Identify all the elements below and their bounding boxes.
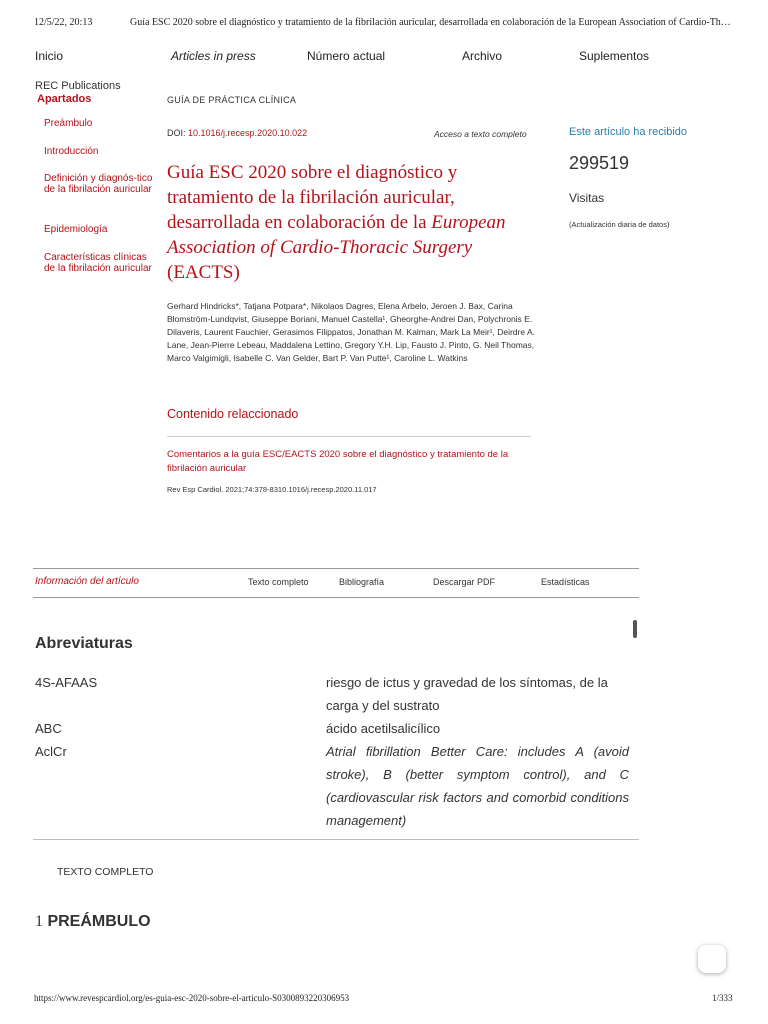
sidebar-heading: Apartados — [37, 93, 92, 105]
tab-informacion[interactable]: Información del artículo — [35, 576, 139, 587]
abbr-term: 4S-AFAAS — [35, 675, 98, 690]
print-date: 12/5/22, 20:13 — [34, 17, 93, 28]
sidebar-item-epidemiologia[interactable]: Epidemiología — [44, 224, 108, 235]
visits-label: Visitas — [569, 191, 605, 205]
section-title: PREÁMBULO — [47, 913, 151, 930]
tab-bibliografia[interactable]: Bibliografía — [339, 577, 385, 587]
section-number: 1 — [35, 913, 43, 930]
nav-inicio[interactable]: Inicio — [35, 49, 64, 63]
divider — [33, 839, 639, 840]
tab-texto-completo[interactable]: Texto completo — [248, 577, 309, 587]
visits-count: 299519 — [569, 153, 630, 173]
related-heading: Contenido relaccionado — [167, 407, 299, 421]
access-badge: Acceso a texto completo — [434, 129, 527, 139]
tabs-border-bottom — [33, 597, 639, 598]
sidebar-item-caracteristicas[interactable]: Características clínicas de la fibrilación auricular — [44, 252, 152, 274]
update-note: (Actualización diaria de datos) — [569, 220, 670, 229]
article-title — [167, 160, 547, 285]
nav-suplementos[interactable]: Suplementos — [579, 49, 650, 63]
author-list: Gerhard Hindricks*, Tatjana Potpara*, Nikolaos Dagres, Elena Arbelo, Jeroen J. Bax, Carina Blomström-Lundqvist, Giuseppe Boriani, Manuel Castella¹, Gheorghe-Andrei Dan, Polychronis E. Dilaveris, Laurent Fauchier, Gerasimos Filippatos, Jonathan M. Kalman, Mark La Meir¹, Deirdre A. Lane, Jean-Pierre Lebeau, Maddalena Lettino, Gregory Y.H. Lip, Fausto J. Pinto, G. Neil Thomas, Marco Valgimigli, Isabelle C. Van Gelder, Bart P. Van Putte¹, Caroline L. Watkins — [167, 301, 536, 363]
abbr-term: AclCr — [35, 744, 67, 759]
section-heading — [35, 913, 151, 931]
nav-numero-actual[interactable]: Número actual — [307, 49, 386, 63]
divider — [167, 436, 531, 437]
nav-archivo[interactable]: Archivo — [462, 49, 503, 63]
abbreviations-heading: Abreviaturas — [35, 635, 133, 652]
section-label: GUÍA DE PRÁCTICA CLÍNICA — [167, 95, 297, 105]
stats-label: Este artículo ha recibido — [569, 126, 688, 138]
abbr-definition: riesgo de ictus y gravedad de los síntomas, de la carga y del sustrato — [326, 675, 608, 713]
tabs-border-top — [33, 568, 639, 569]
publisher-name: REC Publications — [35, 80, 121, 92]
sidebar-item-introduccion[interactable]: Introducción — [44, 146, 99, 157]
abbr-definition: Atrial fibrillation Better Care: includes A (avoid stroke), B (better symptom control), and C (cardiovascular risk factors and comorbid conditions management) — [326, 744, 629, 828]
print-footer-url: https://www.revespcardiol.org/es-guia-esc-2020-sobre-el-articulo-S0300893220306953 — [34, 993, 350, 1003]
scrollbar-thumb[interactable] — [633, 620, 637, 638]
title-part-1: Guía ESC 2020 sobre el diagnóstico y tratamiento de la fibrilación auricular, desarrollada en colaboración de la — [167, 162, 458, 233]
tab-estadisticas[interactable]: Estadísticas — [541, 577, 590, 587]
title-italic: European Association of Cardio-Thoracic Surgery — [167, 212, 506, 258]
related-citation: Rev Esp Cardiol. 2021;74:378-8310.1016/j.recesp.2020.11.017 — [167, 485, 377, 494]
abbr-definition: ácido acetilsalicílico — [326, 721, 441, 736]
full-text-label: TEXTO COMPLETO — [57, 866, 154, 878]
related-article-link[interactable]: Comentarios a la guía ESC/EACTS 2020 sobre el diagnóstico y tratamiento de la fibrilación auricular — [167, 449, 509, 474]
doi — [167, 128, 307, 138]
doi-prefix: DOI: — [167, 128, 189, 138]
tab-descargar-pdf[interactable]: Descargar PDF — [433, 577, 496, 587]
abbr-term: ABC — [35, 721, 62, 736]
doi-link[interactable]: 10.1016/j.recesp.2020.10.022 — [188, 128, 308, 138]
print-footer-page: 1/333 — [712, 993, 733, 1003]
floating-action-button[interactable] — [698, 945, 726, 973]
sidebar-item-preambulo[interactable]: Preámbulo — [44, 118, 93, 129]
title-part-2: (EACTS) — [167, 262, 240, 283]
nav-articles-in-press[interactable]: Articles in press — [171, 49, 256, 63]
sidebar-item-definicion[interactable]: Definición y diagnós-tico de la fibrilación auricular — [44, 173, 153, 195]
print-page-title: Guía ESC 2020 sobre el diagnóstico y tratamiento de la fibrilación auricular, desarrollada en colaboración de la European Association of Cardio-Th… — [130, 17, 731, 28]
